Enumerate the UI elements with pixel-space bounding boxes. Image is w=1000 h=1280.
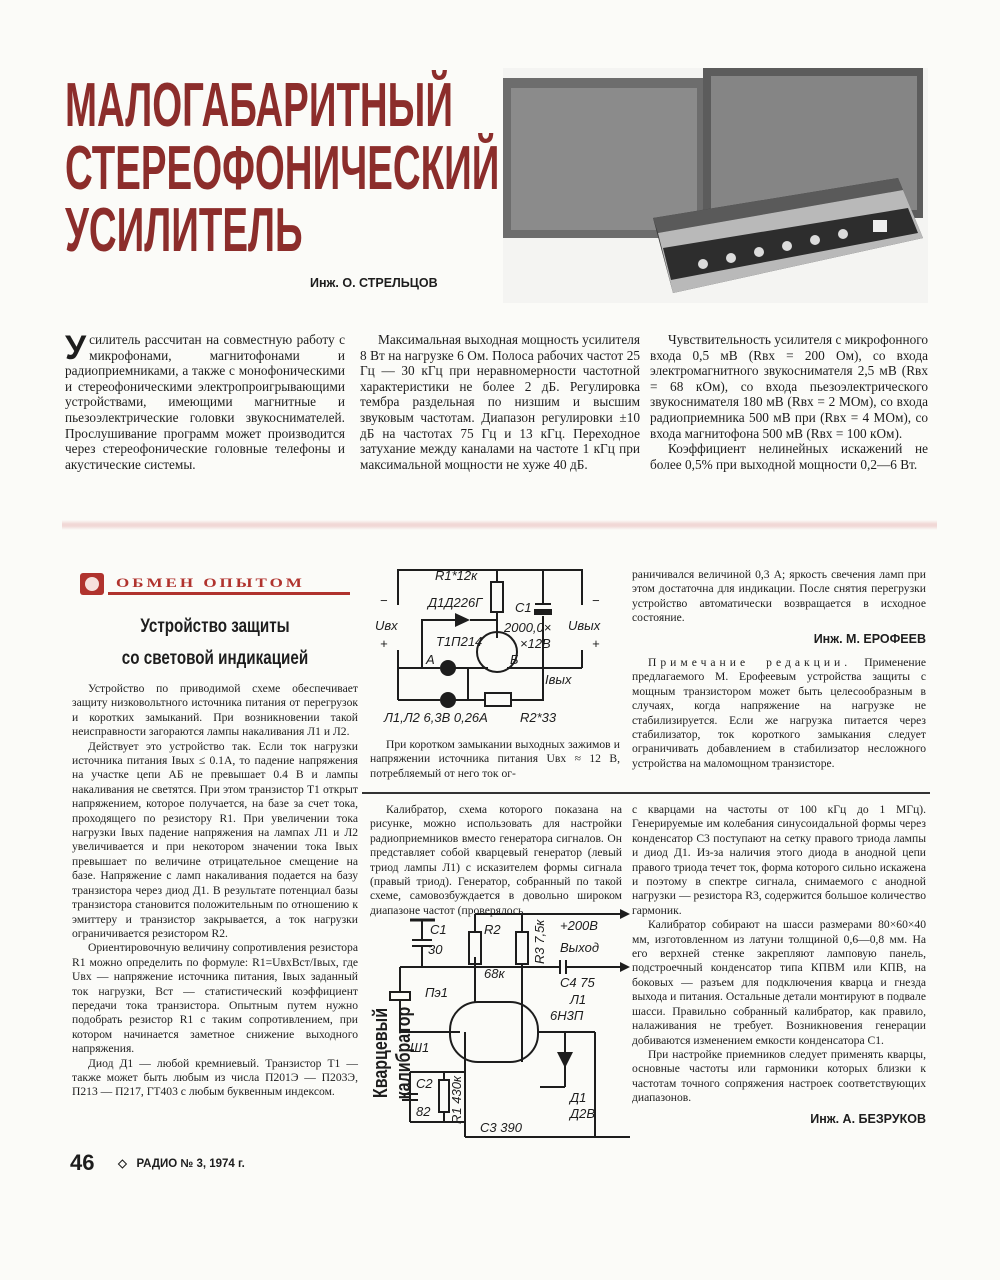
protection-paragraph: Устройство по приводимой схеме обеспечивает защиту низковольтного источника питания от перегрузок и коротких замыканий. При возникновении такой неисправности загораются лампы накаливания Л1 и Л2. bbox=[72, 682, 358, 739]
editor-note-label: Примечание редакции. bbox=[648, 656, 852, 670]
caption-continued: раничивался величиной 0,3 А; яркость свечения ламп при этом достаточна для индикации. После снятия перегрузки устройство автоматически возвращается в исходное состояние. bbox=[632, 568, 926, 625]
label-pe1: Пэ1 bbox=[425, 985, 449, 1000]
label-plus-in: + bbox=[380, 636, 388, 651]
intro-column-2 bbox=[360, 332, 640, 472]
article-title-line-3: УСИЛИТЕЛЬ bbox=[65, 196, 303, 265]
label-l1: Л1 bbox=[570, 992, 587, 1007]
label-minus-in: − bbox=[380, 593, 388, 608]
intro-column-1 bbox=[65, 329, 345, 472]
article-title-line-1: МАЛОГАБАРИТНЫЙ bbox=[65, 71, 453, 140]
rubric-header bbox=[78, 573, 350, 595]
label-point-a: А bbox=[426, 652, 435, 667]
calibrator-paragraph-1: Калибратор, схема которого показана на рисунке, можно использовать для настройки радиоприемников вместо генератора сигналов. Он представляет собой кварцевый генератор (левый триод лампы Л1) с исказителем формы сигнала (правый триод). Генератор, собранный по такой схеме, самовозбуждается в довольно широком диапазоне частот (проверялось bbox=[370, 803, 622, 917]
label-supply: +200В bbox=[560, 918, 598, 933]
section-rule bbox=[362, 792, 930, 794]
label-tube: 6Н3П bbox=[550, 1008, 584, 1023]
label-c4: C4 75 bbox=[560, 975, 595, 990]
calibrator-schematic bbox=[410, 912, 630, 1157]
label-uout: Uвых bbox=[568, 618, 601, 633]
intro-text-3a: Чувствительность усилителя с микрофонного входа 0,5 мВ (Rвх = 200 Ом), со входа электромагнитного звукоснимателя 2,5 мВ (Rвх = 68 кОм), со входа пьезоэлектрического звукоснимателя 180 мВ (Rвх = 2 МОм), со входа радиоприемника 500 мВ при (Rвх = 4 МОм), со входа магнитофона 500 мВ (Rвх = 100 кОм). bbox=[650, 332, 928, 441]
amplifier-photo-drawing bbox=[503, 68, 928, 303]
label-c1-value: 30 bbox=[428, 942, 443, 957]
label-c1: C1 bbox=[430, 922, 447, 937]
article-title-line-2: СТЕРЕОФОНИЧЕСКИЙ bbox=[65, 134, 500, 203]
label-r2: R2*33 bbox=[520, 710, 557, 725]
calibrator-paragraph-2: Калибратор собирают на шасси размерами 80×60×40 мм, изготовленном из латуни толщиной 0,6—0,8 мм. На его верхней стенке закрепляют ламповую панель, подстроечный конденсатор типа КПВМ или КПВ, на боковых — разъем для подключения кварца и гнезда выхода и питания. Остальные детали монтируют в подвале шасси. Правильно собранный калибратор, как правило, налаживания не требует. Возникновения генерации добиваются изменением емкости конденсатора С1. bbox=[632, 918, 926, 1047]
protection-paragraph: Ориентировочную величину сопротивления резистора R1 можно определить по формуле: R1=UвхBст/Iвых, где Uвх — напряжение источника питания, Iвых заданный ток нагрузки, Bст — статистический коэффициент передачи тока транзистора. Опытным путем нужно подобрать резистор R1 с таким сопротивлением, при котором начинается заметное снижение выходного напряжения. bbox=[72, 941, 358, 1056]
protection-paragraph: Диод Д1 — любой кремниевый. Транзистор Т1 — также может быть любым из числа П201Э — П203Э, П213 — П217, ГТ403 с любым буквенным индексом. bbox=[72, 1056, 358, 1099]
label-c1: C1 bbox=[515, 600, 532, 615]
label-c2: C2 bbox=[416, 1076, 433, 1091]
label-d1: Д1Д226Г bbox=[428, 595, 483, 610]
calibrator-vertical-title: Кварцевый калибратор bbox=[370, 1006, 415, 1100]
intro-text-2: Максимальная выходная мощность усилителя 8 Вт на нагрузке 6 Ом. Полоса рабочих частот 25 Гц — 30 кГц при неравномерности частотной характеристики не более 2 дБ. Регулировка тембра раздельная по низшим и высшим звуковым частотам. Диапазон регулировки ±10 дБ на частотах 75 Гц и 13 кГц. Переходное затухание между каналами на частоте 1 кГц при максимальной мощности не хуже 40 дБ. bbox=[360, 332, 640, 472]
footer-bullet: ◇ bbox=[118, 1158, 127, 1170]
label-r3: R3 7,5к bbox=[532, 919, 547, 964]
rubric-underline bbox=[108, 592, 350, 595]
label-r2-value: 68к bbox=[484, 966, 505, 981]
label-c1-voltage: ×12В bbox=[520, 636, 551, 651]
editor-note: Применение предлагаемого М. Ерофеевым устройства защиты с мощным транзистором может быть целесообразным в случаях, когда напряжение на нагрузке не стабилизируется. Если же нагрузка питается через стабилизатор, ток короткого замыкания следует ограничивать добавлением в стабилизатор несложного устройства на маломощном транзисторе. bbox=[632, 656, 926, 770]
protection-paragraph: Действует это устройство так. Если ток нагрузки источника питания Iвых ≤ 0.1А, то падение напряжения на участке цепи АБ не превышает 0.4 В и лампы накаливания не светятся. При этом транзистор Т1 открыт напряжением, которое получается, на базе за счет тока, проходящего по резистору R1. При увеличении тока нагрузки Iвых падение напряжения на лампах Л1 и Л2 увеличивается и при некотором значении тока Iвых превышает по величине отрицательное смещение на базе. Напряжение с ламп накаливания подается на базу транзистора через диод Д1. В результате потенциал базы транзистора становится положительным по отношению к эмиттеру и транзистор закрывается, а ток нагрузки ограничивается резистором R2. bbox=[72, 739, 358, 940]
label-uin: Uвх bbox=[375, 618, 398, 633]
label-minus-out: − bbox=[592, 593, 600, 608]
protection-schematic bbox=[370, 560, 620, 730]
label-lamps: Л1,Л2 6,3В 0,26А bbox=[384, 710, 488, 725]
calibrator-paragraph-3: При настройке приемников следует применять кварцы, основные частоты или гармоники которых близки к частотам точного сопряжения настроек соответствующих диапазонов. bbox=[632, 1047, 926, 1105]
intro-column-3 bbox=[650, 332, 928, 472]
drop-cap: У bbox=[65, 329, 87, 367]
protection-author: Инж. М. ЕРОФЕЕВ bbox=[813, 631, 926, 646]
footer-magazine bbox=[118, 1156, 245, 1170]
page-number: 46 bbox=[70, 1150, 95, 1175]
section-divider bbox=[62, 520, 937, 530]
label-c1-value: 2000,0× bbox=[504, 620, 552, 635]
protection-heading-2: со световой индикацией bbox=[121, 648, 309, 669]
label-output: Выход bbox=[560, 940, 600, 955]
label-r1: R1*12к bbox=[435, 568, 478, 583]
label-sh1: Ш1 bbox=[410, 1040, 430, 1055]
amplifier-photo bbox=[503, 68, 928, 303]
label-point-b: Б bbox=[510, 652, 519, 667]
rubric-emblem-icon bbox=[80, 573, 104, 595]
label-c3: C3 390 bbox=[480, 1120, 522, 1135]
protection-column-3 bbox=[632, 568, 926, 771]
footer-issue: РАДИО № 3, 1974 г. bbox=[136, 1158, 245, 1170]
calibrator-body-2 bbox=[632, 803, 926, 1136]
calibrator-paragraph-1-cont: с кварцами на частоты от 100 кГц до 1 МГц). Генерируемые им колебания синусоидальной формы через конденсатор С3 поступают на сетку правого триода лампы и диод Д1. Из-за наличия этого диода в анодной цепи правого триода течет ток, форма которого сильно искажена и поэтому в спектре сигнала, снимаемого с анодной нагрузки — резистора R3, содержится большое количество гармоник. bbox=[632, 803, 926, 917]
article-author: Инж. О. СТРЕЛЬЦОВ bbox=[310, 276, 438, 290]
label-r1: R1 430к bbox=[449, 1075, 464, 1124]
intro-text-1: силитель рассчитан на совместную работу с микрофонами, магнитофонами и радиоприемниками, а также с монофоническими и стереофоническими электропроигрывающими устройствами, имеющими магнитные и пьезоэлектрические головки звукоснимателей. Прослушивание программ может производится через стереофонические головные телефоны и акустические системы. bbox=[65, 332, 345, 472]
calibrator-body-1 bbox=[370, 803, 622, 918]
rubric-label: ОБМЕН ОПЫТОМ bbox=[116, 575, 305, 590]
protection-caption bbox=[370, 738, 620, 781]
label-t1: Т1П214 bbox=[436, 634, 483, 649]
label-iout: Iвых bbox=[545, 672, 572, 687]
label-d1-type: Д2В bbox=[570, 1106, 596, 1121]
label-plus-out: + bbox=[592, 636, 600, 651]
label-c2-value: 82 bbox=[416, 1104, 431, 1119]
protection-heading-1: Устройство защиты bbox=[140, 616, 290, 637]
label-r2: R2 bbox=[484, 922, 501, 937]
intro-text-3b: Коэффициент нелинейных искажений не более 0,5% при выходной мощности 0,2—6 Вт. bbox=[650, 441, 928, 472]
protection-body bbox=[72, 682, 358, 1100]
label-d1: Д1 bbox=[570, 1090, 587, 1105]
calibrator-author: Инж. А. БЕЗРУКОВ bbox=[810, 1111, 926, 1126]
caption-text: При коротком замыкании выходных зажимов и напряжении источника питания Uвх ≈ 12 В, потребляемый от него ток ог- bbox=[370, 738, 620, 780]
